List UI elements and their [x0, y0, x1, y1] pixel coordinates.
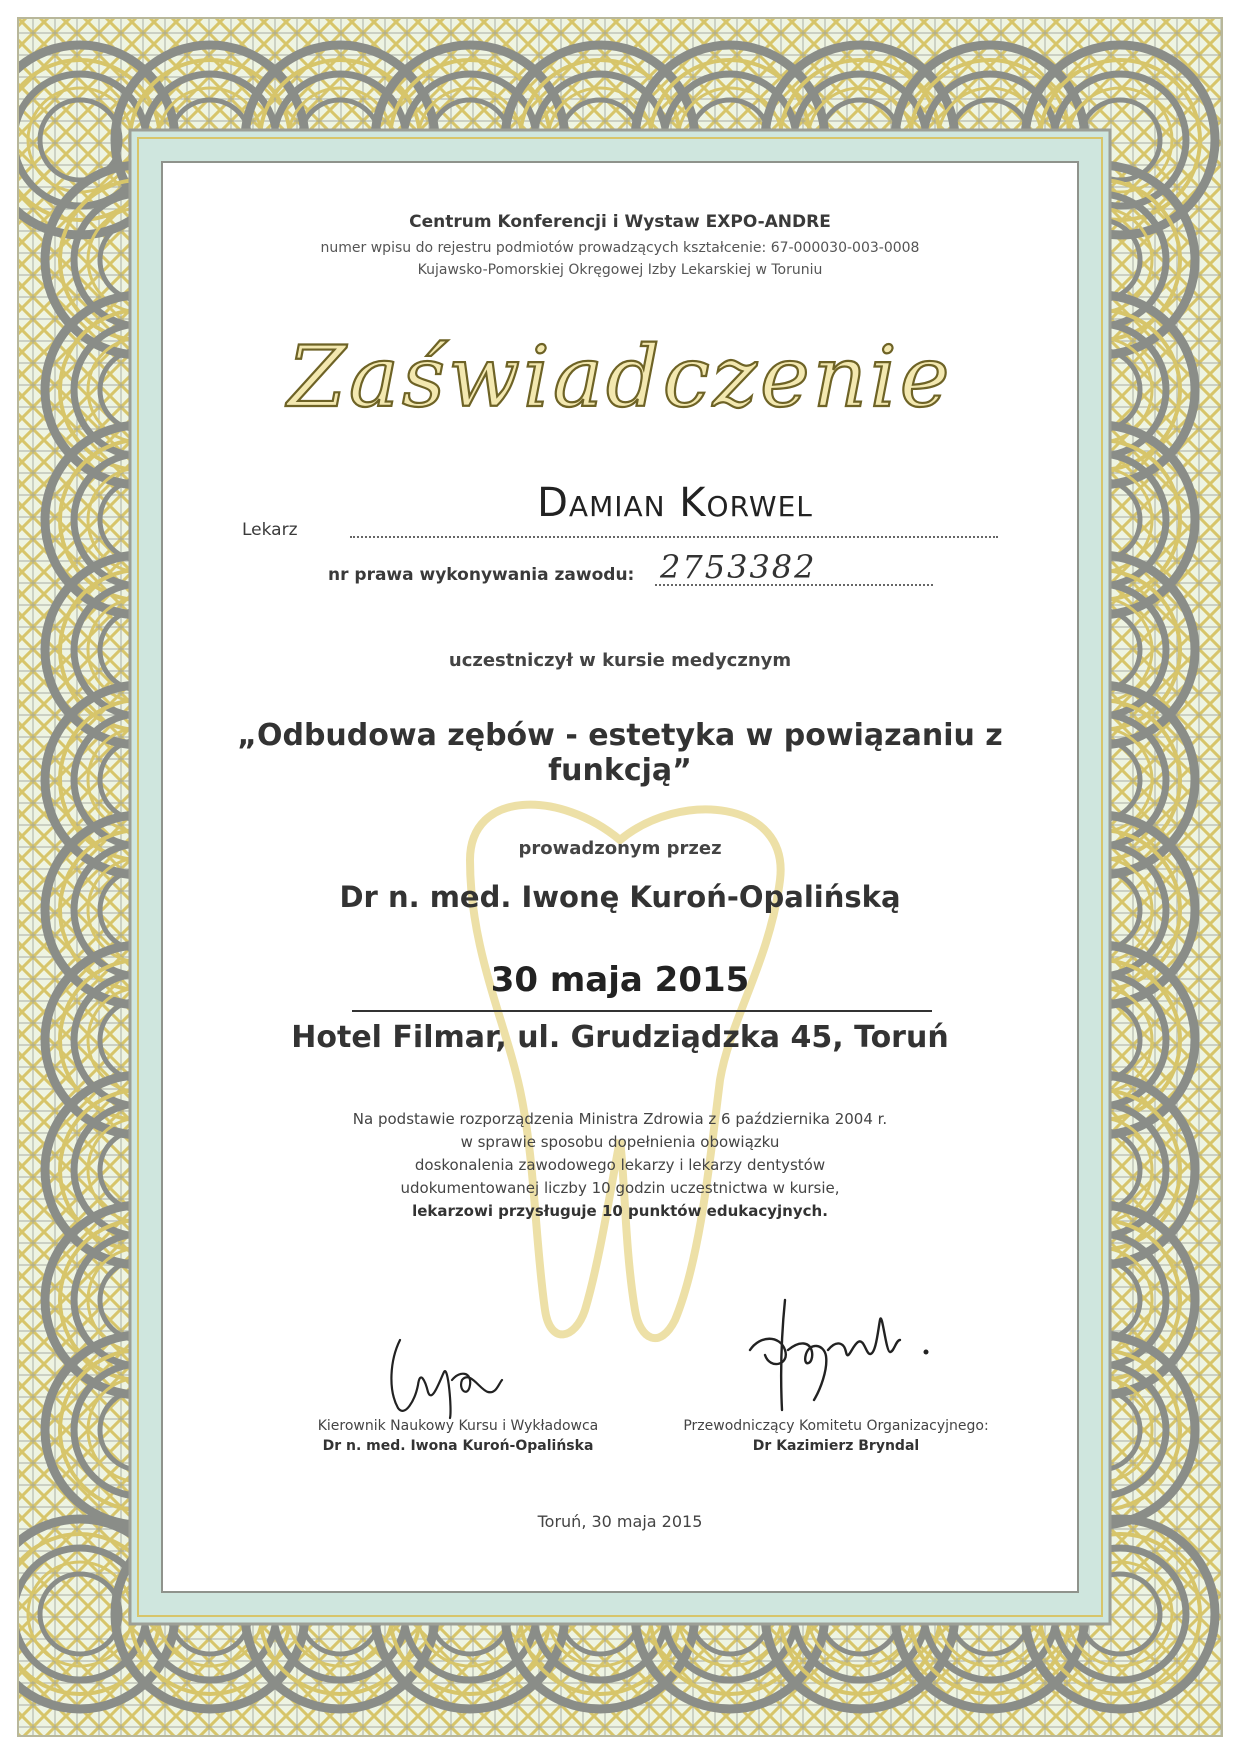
certificate-title-text: Zaświadczenie: [287, 328, 953, 426]
license-dotted-line: [655, 584, 933, 586]
organizer-name: Centrum Konferencji i Wystaw EXPO-ANDRE: [409, 212, 831, 232]
name-dotted-line: [350, 536, 998, 538]
legal-line-3: doskonalenia zawodowego lekarzy i lekarzy dentystów: [414, 1156, 826, 1174]
legal-line-2: w sprawie sposobu dopełnienia obowiązku: [460, 1133, 780, 1151]
right-signature: [740, 1280, 950, 1420]
footer-place-date: Toruń, 30 maja 2015: [537, 1512, 703, 1531]
right-signature-name: Dr Kazimierz Bryndal: [752, 1438, 920, 1454]
left-signature-name: Dr n. med. Iwona Kuroń-Opalińska: [322, 1438, 594, 1454]
certificate-title: [162, 318, 1078, 438]
legal-line-5: lekarzowi przysługuje 10 punktów edukacyjnych.: [412, 1202, 828, 1220]
license-label: nr prawa wykonywania zawodu:: [328, 565, 635, 585]
legal-line-1: Na podstawie rozporządzenia Ministra Zdrowia z 6 października 2004 r.: [352, 1110, 888, 1128]
course-place: Hotel Filmar, ul. Grudziądzka 45, Toruń: [291, 1020, 949, 1055]
course-intro: uczestniczył w kursie medycznym: [448, 650, 792, 671]
lecturer-name: Dr n. med. Iwonę Kuroń-Opalińską: [339, 880, 901, 914]
role-label: Lekarz: [242, 520, 298, 540]
registry-number: numer wpisu do rejestru podmiotów prowadzących kształcenie: 67-000030-003-0008: [320, 240, 920, 256]
left-signature: [380, 1330, 510, 1420]
recipient-name: Damian Korwel: [537, 480, 813, 526]
course-name: „Odbudowa zębów - estetyka w powiązaniu z funkcją”: [237, 718, 1003, 788]
lecturer-label: prowadzonym przez: [518, 838, 722, 859]
course-date: 30 maja 2015: [490, 960, 750, 1000]
legal-line-4: udokumentowanej liczby 10 godzin uczestnictwa w kursie,: [400, 1179, 840, 1197]
license-number: 2753382: [660, 548, 817, 586]
date-rule: [352, 1010, 932, 1012]
left-signature-title: Kierownik Naukowy Kursu i Wykładowca: [317, 1418, 599, 1434]
right-signature-title: Przewodniczący Komitetu Organizacyjnego:: [683, 1418, 989, 1434]
medical-chamber: Kujawsko-Pomorskiej Okręgowej Izby Lekarskiej w Toruniu: [417, 262, 823, 278]
